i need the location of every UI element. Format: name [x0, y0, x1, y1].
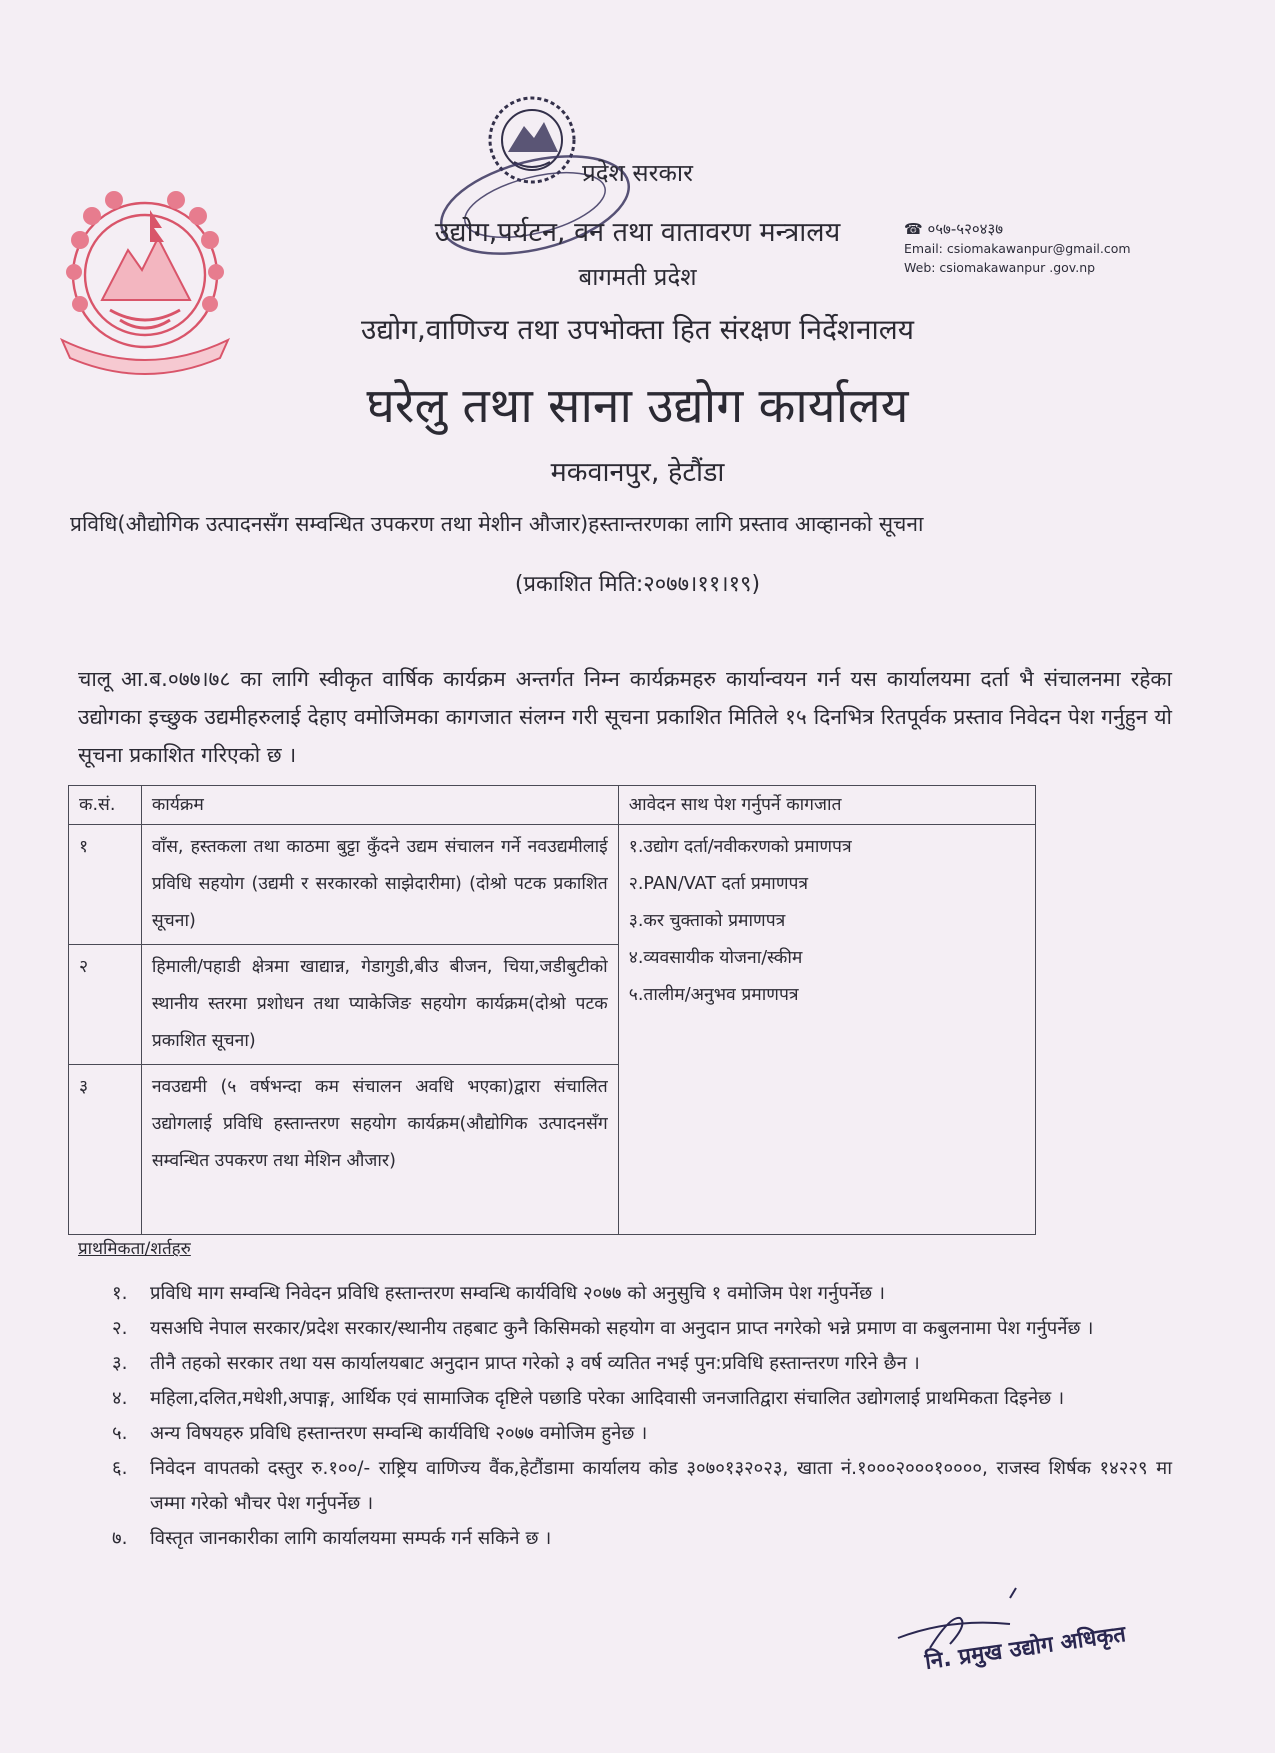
list-item	[112, 1521, 1172, 1556]
header-documents: आवेदन साथ पेश गर्नुपर्ने कागजात	[618, 786, 1035, 825]
item-text: निवेदन वापतको दस्तुर रु.१००/- राष्ट्रिय वाणिज्य वैंक,हेटौंडामा कार्यालय कोड ३०७०१३२०२३, खाता नं.१०००२०००१००००, राजस्व शिर्षक १४२२९ मा जम्मा गरेको भौचर पेश गर्नुपर्नेछ ।	[150, 1458, 1172, 1514]
list-item	[112, 1381, 1172, 1416]
item-number: ३.	[112, 1353, 128, 1374]
row-sn: ३	[69, 1065, 142, 1235]
intro-paragraph: चालू आ.ब.०७७।७८ का लागि स्वीकृत वार्षिक कार्यक्रम अन्तर्गत निम्न कार्यक्रमहरु कार्यान्वयन गर्न यस कार्यालयमा दर्ता भै संचालनमा रहेका उद्योगका इच्छुक उद्यमीहरुलाई देहाए वमोजिमका कागजात संलग्न गरी सूचना प्रकाशित मितिले १५ दिनभित्र रितपूर्वक प्रस्ताव निवेदन पेश गर्नुहुन यो सूचना प्रकाशित गरिएको छ ।	[78, 667, 1172, 767]
program-text: नवउद्यमी (५ वर्षभन्दा कम संचालन अवधि भएका)द्वारा संचालित उद्योगलाई प्रविधि हस्तान्तरण सहयोग कार्यक्रम(औद्योगिक उत्पादनसँग सम्वन्धित उपकरण तथा मेशिन औजार)	[151, 1077, 608, 1171]
document-item: ५.तालीम/अनुभव प्रमाणपत्र	[628, 985, 799, 1005]
row-sn: १	[69, 825, 142, 945]
document-item: २.PAN/VAT दर्ता प्रमाणपत्र	[628, 874, 809, 894]
publish-date: (प्रकाशित मिति:२०७७।११।१९)	[514, 572, 761, 597]
item-text: यसअघि नेपाल सरकार/प्रदेश सरकार/स्थानीय तहबाट कुनै किसिमको सहयोग वा अनुदान प्राप्त नगरेको भन्ने प्रमाण वा कबुलनामा पेश गर्नुपर्नेछ ।	[150, 1318, 1094, 1339]
item-text: तीनै तहको सरकार तथा यस कार्यालयबाट अनुदान प्राप्त गरेको ३ वर्ष व्यतित नभई पुन:प्रविधि हस्तान्तरण गरिने छैन ।	[150, 1353, 920, 1374]
document-item: ४.व्यवसायीक योजना/स्कीम	[628, 948, 803, 968]
document-item: ३.कर चुक्ताको प्रमाणपत्र	[628, 911, 786, 931]
item-number: ६.	[112, 1458, 128, 1479]
row-program	[141, 945, 618, 1065]
notice-title: प्रविधि(औद्योगिक उत्पादनसँग सम्वन्धित उपकरण तथा मेशीन औजार)हस्तान्तरणका लागि प्रस्ताव आव्हानको सूचना	[70, 512, 924, 536]
program-text: वाँस, हस्तकला तथा काठमा बुट्टा कुँदने उद्यम संचालन गर्ने नवउद्यमीलाई प्रविधि सहयोग (उद्यमी र सरकारको साझेदारीमा) (दोश्रो पटक प्रकाशित सूचना)	[151, 837, 608, 931]
row-program	[141, 1065, 618, 1235]
list-item	[112, 1416, 1172, 1451]
item-number: २.	[112, 1318, 128, 1339]
item-number: १.	[112, 1283, 128, 1304]
table-row	[69, 825, 1036, 945]
program-table	[68, 785, 1036, 1235]
list-item	[112, 1311, 1172, 1346]
province-name: बागमती प्रदेश	[578, 263, 697, 291]
directorate-name: उद्योग,वाणिज्य तथा उपभोक्ता हित संरक्षण निर्देशनालय	[361, 313, 914, 346]
row-sn: २	[69, 945, 142, 1065]
documents-cell	[618, 825, 1035, 1235]
item-text: महिला,दलित,मधेशी,अपाङ्ग, आर्थिक एवं सामाजिक दृष्टिले पछाडि परेका आदिवासी जनजातिद्वारा संचालित उद्योगलाई प्राथमिकता दिइनेछ ।	[150, 1388, 1065, 1409]
header-program: कार्यक्रम	[141, 786, 618, 825]
signatory-title: नि. प्रमुख उद्योग अधिकृत	[923, 1622, 1128, 1675]
province-government: प्रदेश सरकार	[582, 159, 693, 187]
program-text: हिमाली/पहाडी क्षेत्रमा खाद्यान्न, गेडागुडी,बीउ बीजन, चिया,जडीबुटीको स्थानीय स्तरमा प्रशोधन तथा प्याकेजिङ सहयोग कार्यक्रम(दोश्रो पटक प्रकाशित सूचना)	[151, 957, 608, 1051]
contact-phone: ☎ ०५७-५२०४३७	[904, 220, 1004, 238]
list-item	[112, 1451, 1172, 1521]
item-text: अन्य विषयहरु प्रविधि हस्तान्तरण सम्वन्धि कार्यविधि २०७७ वमोजिम हुनेछ ।	[150, 1423, 648, 1444]
ministry-name: उद्योग,पर्यटन, वन तथा वातावरण मन्त्रालय	[434, 217, 841, 248]
table-header-row	[69, 786, 1036, 825]
header-sn: क.सं.	[69, 786, 142, 825]
conditions-list	[112, 1276, 1172, 1556]
office-location: मकवानपुर, हेटौंडा	[550, 457, 725, 488]
list-item	[112, 1346, 1172, 1381]
item-text: प्रविधि माग सम्वन्धि निवेदन प्रविधि हस्तान्तरण सम्वन्धि कार्यविधि २०७७ को अनुसुचि १ वमोजिम पेश गर्नुपर्नेछ ।	[150, 1283, 885, 1304]
office-name: घरेलु तथा साना उद्योग कार्यालय	[366, 378, 909, 434]
row-program	[141, 825, 618, 945]
list-item	[112, 1276, 1172, 1311]
item-text: विस्तृत जानकारीका लागि कार्यालयमा सम्पर्क गर्न सकिने छ ।	[150, 1528, 552, 1549]
item-number: ४.	[112, 1388, 128, 1409]
contact-block	[904, 220, 1131, 277]
conditions-heading: प्राथमिकता/शर्तहरु	[78, 1239, 191, 1259]
item-number: ५.	[112, 1423, 128, 1444]
contact-web: Web: csiomakawanpur .gov.np	[904, 260, 1096, 275]
contact-email: Email: csiomakawanpur@gmail.com	[904, 241, 1131, 256]
item-number: ७.	[112, 1528, 128, 1549]
document-item: १.उद्योग दर्ता/नवीकरणको प्रमाणपत्र	[628, 837, 852, 857]
